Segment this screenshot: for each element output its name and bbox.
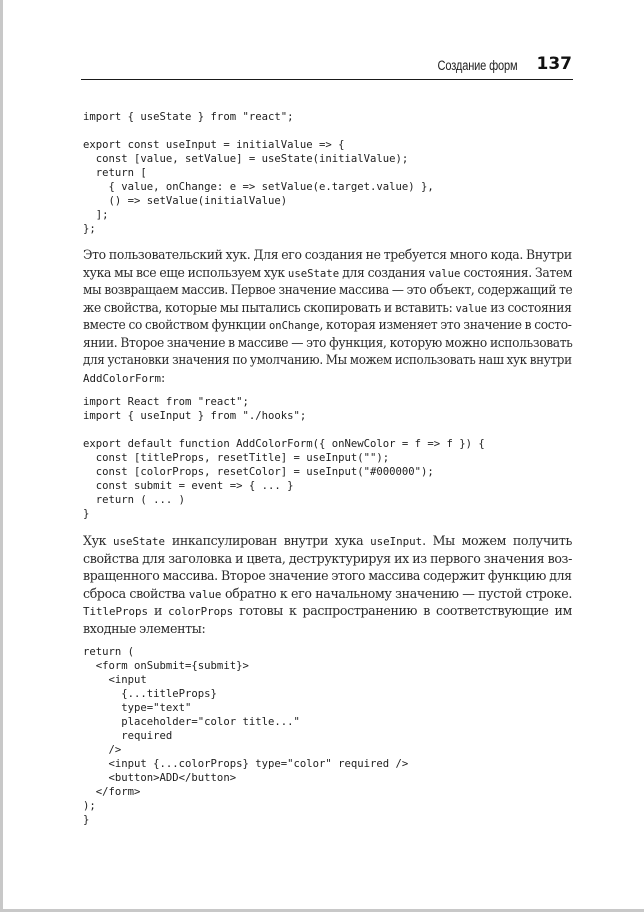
inline-code: useInput bbox=[370, 535, 423, 548]
text-line: свойства для заголовка и цвета, деструктурируя их из первого значения воз- bbox=[83, 550, 572, 566]
inline-code: value bbox=[428, 266, 461, 280]
inline-code: useState bbox=[113, 535, 166, 548]
code-line: import { useInput } from "./hooks"; bbox=[83, 410, 307, 422]
text-line: Хук useState инкапсулирован внутри хука useInput. Мы можем получить bbox=[83, 533, 572, 548]
code-line: }; bbox=[83, 223, 96, 235]
page-number: 137 bbox=[536, 54, 572, 74]
code-line: () => setValue(initialValue) bbox=[83, 195, 288, 207]
text-line: же свойства, которые мы пытались скопировать и вставить: value из состояния bbox=[83, 299, 572, 315]
code-line bbox=[83, 124, 434, 138]
code-line: {...titleProps} bbox=[83, 688, 217, 700]
paragraph-custom-hook-explanation bbox=[83, 246, 572, 386]
text-line: вращенного массива. Второе значение этого массива содержит функцию для bbox=[83, 568, 572, 583]
code-line: return [ bbox=[83, 167, 147, 179]
text-line: сброса свойства value обратно к его начальному значению — пустой строке. bbox=[83, 585, 572, 601]
code-line: const [colorProps, resetColor] = useInput("#000000"); bbox=[83, 466, 434, 478]
text-line: AddColorForm: bbox=[83, 369, 165, 385]
code-line: required bbox=[83, 730, 173, 742]
inline-code: onChange bbox=[268, 319, 320, 332]
code-line: } bbox=[83, 508, 90, 520]
inline-code: value bbox=[455, 301, 488, 315]
code-line bbox=[83, 423, 485, 437]
inline-code: value bbox=[188, 587, 222, 601]
code-line: { value, onChange: e => setValue(e.target.value) }, bbox=[83, 181, 434, 193]
code-line: <input {...colorProps} type="color" required /> bbox=[83, 758, 409, 770]
text-line: янии. Второе значение в массиве — это функция, которую можно использовать bbox=[83, 334, 573, 350]
code-line: /> bbox=[83, 744, 122, 756]
code-line: return ( ... ) bbox=[83, 494, 186, 506]
text-line: хука мы все еще используем хук useState для создания value состояния. Затем bbox=[83, 264, 573, 280]
code-line: type="text" bbox=[83, 702, 192, 714]
code-block-form-jsx bbox=[83, 645, 408, 827]
inline-code: TitleProps bbox=[83, 605, 149, 618]
code-line: const submit = event => { ... } bbox=[83, 480, 294, 492]
text-line: входные элементы: bbox=[83, 620, 206, 636]
code-line: export const useInput = initialValue => { bbox=[83, 139, 345, 151]
code-line: } bbox=[83, 814, 90, 826]
inline-code: colorProps bbox=[168, 605, 234, 618]
code-line: </form> bbox=[83, 786, 141, 798]
code-line: ); bbox=[83, 800, 96, 812]
chapter-title: Создание форм bbox=[437, 58, 517, 73]
text-line: мы возвращаем массив. Первое значение массива — это объект, содержащий те bbox=[83, 282, 573, 297]
code-block-add-color-form bbox=[83, 395, 485, 521]
code-line: const [value, setValue] = useState(initialValue); bbox=[83, 153, 409, 165]
text-line: TitleProps и colorProps готовы к распространению в соответствующие им bbox=[83, 603, 573, 618]
inline-code: AddColorForm bbox=[83, 371, 162, 385]
code-line: <form onSubmit={submit}> bbox=[83, 660, 249, 672]
code-line: export default function AddColorForm({ onNewColor = f => f }) { bbox=[83, 438, 485, 450]
code-line: <input bbox=[83, 674, 147, 686]
code-line: return ( bbox=[83, 646, 135, 658]
text-line: вместе со свойством функции onChange, которая изменяет это значение в состо- bbox=[83, 317, 572, 332]
paragraph-use-state-encapsulation bbox=[83, 532, 572, 637]
code-line: ]; bbox=[83, 209, 109, 221]
code-line: placeholder="color title..." bbox=[83, 716, 300, 728]
code-line: <button>ADD</button> bbox=[83, 772, 237, 784]
inline-code: useState bbox=[287, 266, 340, 280]
code-block-use-input-hook bbox=[83, 110, 434, 236]
text-line: Это пользовательский хук. Для его создания не требуется много кода. Внутри bbox=[83, 247, 572, 262]
text-line: для установки значения по умолчанию. Мы можем использовать наш хук внутри bbox=[83, 352, 572, 367]
code-line: import React from "react"; bbox=[83, 396, 249, 408]
running-header bbox=[81, 54, 573, 80]
code-line: import { useState } from "react"; bbox=[83, 111, 294, 123]
code-line: const [titleProps, resetTitle] = useInput(""); bbox=[83, 452, 390, 464]
